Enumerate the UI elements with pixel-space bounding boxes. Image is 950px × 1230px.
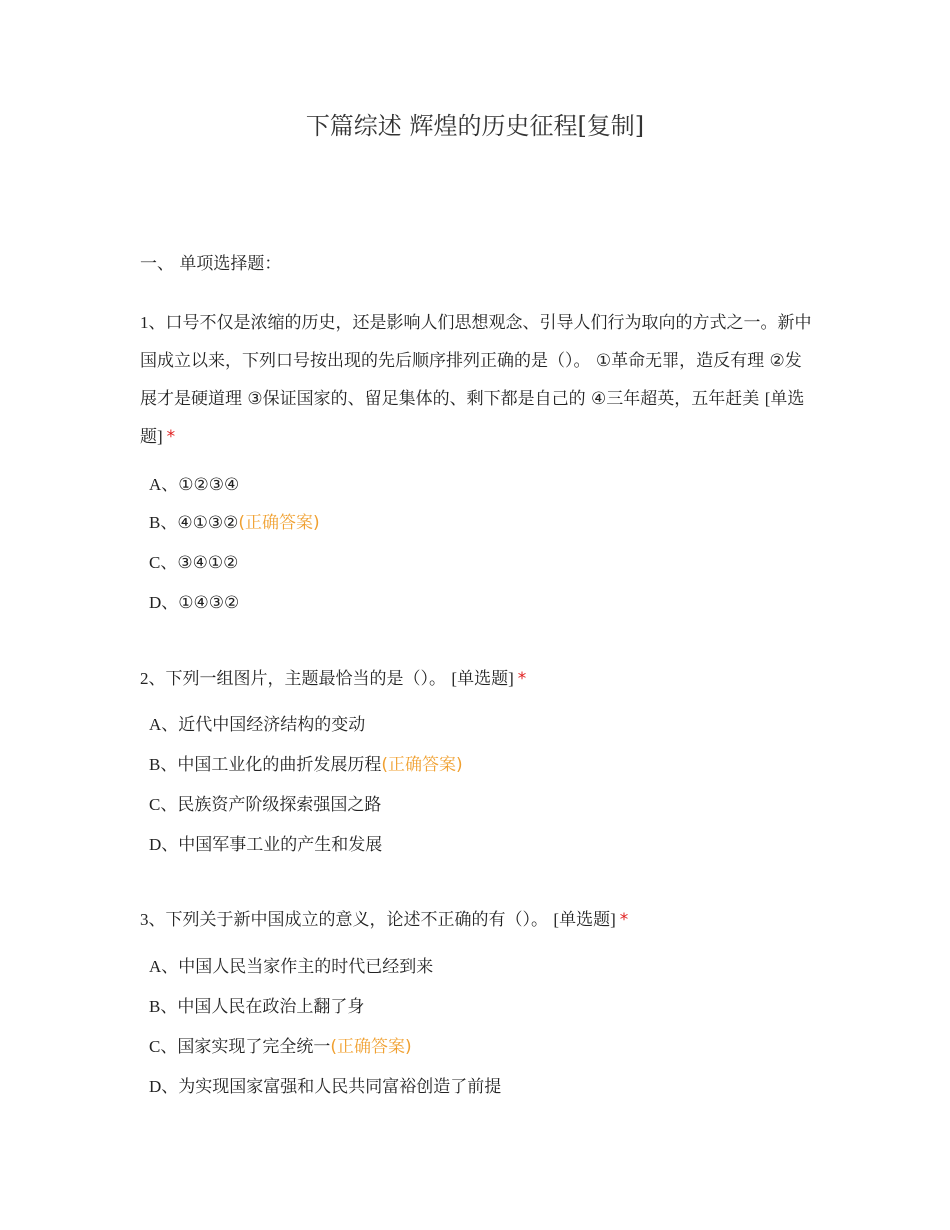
required-mark: *	[166, 427, 176, 447]
option-letter: D、	[149, 1077, 179, 1096]
required-mark: *	[619, 910, 629, 930]
option-letter: D、	[149, 593, 179, 612]
option-text: 近代中国经济结构的变动	[178, 715, 366, 735]
option-letter: A、	[149, 475, 179, 494]
option-2a[interactable]	[149, 711, 365, 739]
option-letter: C、	[149, 795, 178, 814]
option-text: 中国人民当家作主的时代已经到来	[178, 957, 434, 977]
option-2c[interactable]	[149, 791, 381, 819]
option-1c[interactable]	[149, 549, 238, 577]
correct-answer-label: (正确答案)	[381, 755, 463, 775]
option-text: 民族资产阶级探索强国之路	[177, 795, 382, 815]
option-1a[interactable]	[149, 471, 239, 499]
option-letter: A、	[149, 715, 179, 734]
option-text: ③④①②	[177, 553, 239, 573]
option-letter: A、	[149, 957, 179, 976]
option-3b[interactable]	[149, 993, 364, 1021]
option-1b[interactable]	[149, 509, 320, 537]
question-2	[140, 660, 812, 698]
option-text: 国家实现了完全统一	[177, 1037, 331, 1057]
option-letter: B、	[149, 997, 178, 1016]
option-text: 中国工业化的曲折发展历程	[177, 755, 382, 775]
option-text: ①④③②	[178, 593, 240, 613]
question-3	[140, 901, 812, 939]
option-letter: C、	[149, 1037, 178, 1056]
option-3d[interactable]	[149, 1073, 501, 1101]
question-type: [单选题]	[451, 669, 514, 688]
option-letter: B、	[149, 755, 178, 774]
question-type: [单选题]	[140, 389, 805, 446]
option-3a[interactable]	[149, 953, 433, 981]
question-1	[140, 304, 812, 456]
question-text: 下列一组图片，主题最恰当的是（）。	[165, 669, 446, 689]
section-heading: 一、 单项选择题：	[140, 254, 282, 274]
correct-answer-label: (正确答案)	[238, 513, 320, 533]
option-2d[interactable]	[149, 831, 382, 859]
option-text: 中国人民在政治上翻了身	[177, 997, 365, 1017]
required-mark: *	[517, 669, 527, 689]
option-letter: B、	[149, 513, 178, 532]
option-text: ①②③④	[178, 475, 240, 495]
option-3c[interactable]	[149, 1033, 412, 1061]
option-letter: D、	[149, 835, 179, 854]
option-text: 为实现国家富强和人民共同富裕创造了前提	[178, 1077, 502, 1097]
option-letter: C、	[149, 553, 178, 572]
question-number: 2、	[140, 669, 166, 688]
page-title: 下篇综述 辉煌的历史征程[复制]	[305, 112, 645, 140]
question-number: 3、	[140, 910, 166, 929]
option-text: ④①③②	[177, 513, 239, 533]
question-text: 下列关于新中国成立的意义，论述不正确的有（）。	[165, 910, 548, 930]
correct-answer-label: (正确答案)	[330, 1037, 412, 1057]
question-text: 口号不仅是浓缩的历史，还是影响人们思想观念、引导人们行为取向的方式之一。新中国成立以来，下列口号按出现的先后顺序排列正确的是（）。 ①革命无罪，造反有理 ②发展才是硬道理 ③保证国家的、留足集体的、剩下都是自己的 ④三年超英，五年赶美	[140, 313, 812, 409]
option-2b[interactable]	[149, 751, 463, 779]
option-1d[interactable]	[149, 589, 239, 617]
question-number: 1、	[140, 313, 166, 332]
option-text: 中国军事工业的产生和发展	[178, 835, 383, 855]
question-type: [单选题]	[553, 910, 616, 929]
